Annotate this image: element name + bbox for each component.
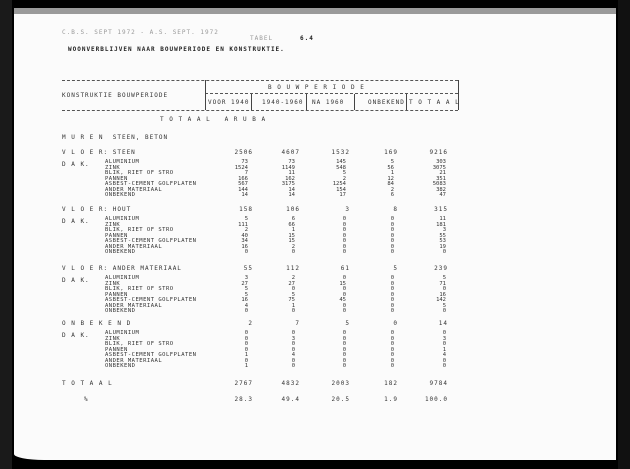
table-number: 6.4 xyxy=(300,35,314,42)
percent-cell: 20.5 xyxy=(331,396,350,403)
col-divider xyxy=(306,94,307,110)
total-cell: 61 xyxy=(340,265,350,272)
roof-prefix: D A K. xyxy=(62,218,90,225)
grand-total-label: T O T A A L xyxy=(62,380,113,387)
total-cell: 2 xyxy=(248,320,253,327)
percent-cell: 1.9 xyxy=(384,396,398,403)
header-rule-mid xyxy=(205,93,458,94)
subtitle: T O T A A L A R U B A xyxy=(160,116,267,123)
scan-border-left xyxy=(0,0,12,469)
col-header: 1940-1960 xyxy=(262,99,304,106)
roof-items: ALUMINIUM ZINK BLIK, RIET OF STRO PANNEN ASBEST-CEMENT GOLFPLATEN ANDER MATERIAAL ONBEKEND xyxy=(105,330,197,369)
value-column: 5 56 1 12 84 2 6 xyxy=(387,159,394,198)
total-cell: 8 xyxy=(393,206,398,213)
total-cell: 158 xyxy=(239,206,253,213)
total-cell: 4607 xyxy=(281,149,300,156)
value-column: 5 111 2 40 34 16 0 xyxy=(238,216,248,255)
floor-label: O N B E K E N D xyxy=(62,320,132,327)
total-cell: 112 xyxy=(286,265,300,272)
value-column: 5 71 0 16 142 5 0 xyxy=(436,275,446,314)
value-column: 0 0 0 0 0 0 0 xyxy=(342,216,346,255)
value-column: 0 0 0 0 0 0 0 xyxy=(342,330,346,369)
total-cell: 169 xyxy=(384,149,398,156)
header-rule-bottom xyxy=(62,110,458,111)
grand-total-cell: 9784 xyxy=(429,380,448,387)
document-title: WOONVERBLIJVEN NAAR BOUWPERIODE EN KONSTRUKTIE. xyxy=(68,46,285,53)
grand-total-cell: 4832 xyxy=(281,380,300,387)
roof-items: ALUMINIUM ZINK BLIK, RIET OF STRO PANNEN ASBEST-CEMENT GOLFPLATEN ANDER MATERIAAL ONBEKEND xyxy=(105,275,197,314)
roof-prefix: D A K. xyxy=(62,332,90,339)
grand-total-cell: 182 xyxy=(384,380,398,387)
total-cell: 106 xyxy=(286,206,300,213)
row-header: KONSTRUKTIE BOUWPERIODE xyxy=(62,92,169,99)
value-column: 11 181 3 55 53 19 0 xyxy=(436,216,446,255)
value-column: 0 3 0 1 4 0 0 xyxy=(442,330,446,369)
total-cell: 0 xyxy=(393,320,398,327)
col-divider xyxy=(406,94,407,110)
col-header: ONBEKEND xyxy=(368,99,405,106)
table-label: TABEL xyxy=(250,35,274,42)
total-cell: 1532 xyxy=(331,149,350,156)
col-header: NA 1960 xyxy=(312,99,345,106)
roof-items: ALUMINIUM ZINK BLIK, RIET OF STRO PANNEN ASBEST-CEMENT GOLFPLATEN ANDER MATERIAAL ONBEKEND xyxy=(105,159,197,198)
col-divider xyxy=(354,94,355,110)
total-cell: 7 xyxy=(295,320,300,327)
roof-prefix: D A K. xyxy=(62,277,90,284)
value-column: 0 0 0 0 0 0 0 xyxy=(390,275,394,314)
total-cell: 3 xyxy=(345,206,350,213)
value-column: 3 27 5 5 16 4 0 xyxy=(241,275,248,314)
total-cell: 55 xyxy=(243,265,253,272)
percent-cell: 28.3 xyxy=(234,396,253,403)
scan-border-right xyxy=(618,0,630,469)
value-column: 0 15 0 0 45 0 0 xyxy=(339,275,346,314)
floor-label: V L O E R: HOUT xyxy=(62,206,132,213)
value-column: 0 0 0 0 0 0 0 xyxy=(390,330,394,369)
value-column: 2 27 0 5 75 1 0 xyxy=(288,275,295,314)
group-header: B O U W P E R I O D E xyxy=(268,84,365,91)
value-column: 73 1524 7 166 567 144 14 xyxy=(234,159,248,198)
value-column: 0 0 0 0 0 0 0 xyxy=(390,216,394,255)
value-column: 73 1149 11 162 3175 14 14 xyxy=(281,159,295,198)
col-header: VOOR 1940 xyxy=(208,99,250,106)
value-column: 0 3 0 0 4 0 0 xyxy=(291,330,295,369)
value-column: 145 548 5 2 1254 154 17 xyxy=(332,159,346,198)
percent-label: % xyxy=(84,396,89,403)
roof-prefix: D A K. xyxy=(62,161,90,168)
total-cell: 5 xyxy=(393,265,398,272)
total-cell: 2506 xyxy=(234,149,253,156)
col-divider xyxy=(205,80,206,110)
roof-items: ALUMINIUM ZINK BLIK, RIET OF STRO PANNEN ASBEST-CEMENT GOLFPLATEN ANDER MATERIAAL ONBEKEND xyxy=(105,216,197,255)
percent-cell: 100.0 xyxy=(424,396,448,403)
grand-total-cell: 2003 xyxy=(331,380,350,387)
total-cell: 5 xyxy=(345,320,350,327)
col-divider xyxy=(251,94,252,110)
value-column: 303 3075 21 351 5083 382 47 xyxy=(432,159,446,198)
total-cell: 315 xyxy=(434,206,448,213)
total-cell: 14 xyxy=(438,320,448,327)
value-column: 0 0 0 0 1 0 1 xyxy=(244,330,248,369)
header-rule-top xyxy=(62,80,458,81)
floor-label: V L O E R: STEEN xyxy=(62,149,136,156)
total-cell: 239 xyxy=(434,265,448,272)
wall-label: M U R E N STEEN, BETON xyxy=(62,134,169,141)
grand-total-cell: 2767 xyxy=(234,380,253,387)
percent-cell: 49.4 xyxy=(281,396,300,403)
total-cell: 9216 xyxy=(429,149,448,156)
col-header: T O T A A L xyxy=(409,99,460,106)
value-column: 6 66 1 15 15 2 0 xyxy=(288,216,295,255)
scan-border-top xyxy=(14,8,616,14)
floor-label: V L O E R: ANDER MATERIAAL xyxy=(62,265,182,272)
source-line: C.B.S. SEPT 1972 - A.S. SEPT. 1972 xyxy=(62,29,219,36)
